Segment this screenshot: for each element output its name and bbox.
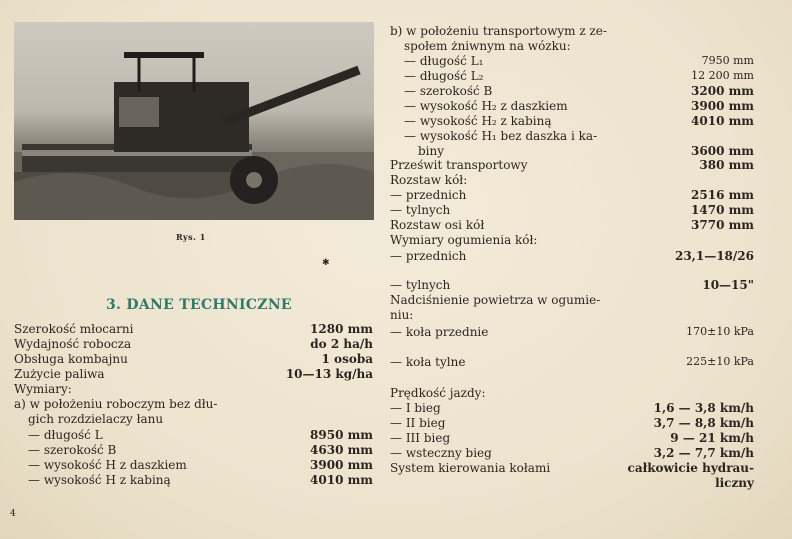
spec-value: 380 mm xyxy=(699,158,754,172)
spec-label: biny xyxy=(418,144,445,158)
spec-value: 7950 mm xyxy=(701,54,754,67)
spec-value: 3,2 — 7,7 km/h xyxy=(653,446,754,460)
spec-label: Wymiary: xyxy=(14,382,72,396)
spec-value: 1 osoba xyxy=(321,352,373,366)
spec-value: liczny xyxy=(715,476,754,490)
spec-value: 8950 mm xyxy=(310,428,373,442)
spec-label: b) w położeniu transportowym z ze- xyxy=(390,24,607,38)
figure-caption: Rys. 1 xyxy=(176,232,206,242)
spec-label: — wysokość H₁ bez daszka i ka- xyxy=(404,129,598,143)
spec-label: Zużycie paliwa xyxy=(14,367,105,381)
section-heading xyxy=(106,297,292,313)
spec-label: Obsługa kombajnu xyxy=(14,352,128,366)
spec-value: 4630 mm xyxy=(310,443,373,457)
spec-label: Wydajność robocza xyxy=(14,337,132,351)
spec-value: 3900 mm xyxy=(691,99,754,113)
spec-label: — wsteczny bieg xyxy=(390,446,492,460)
spec-value: do 2 ha/h xyxy=(310,337,373,351)
spec-value: 3200 mm xyxy=(691,84,754,98)
spec-value: 1470 mm xyxy=(691,203,754,217)
spec-label: — długość L₂ xyxy=(404,69,484,83)
spec-label: — szerokość B xyxy=(28,443,117,457)
spec-label: — wysokość H z daszkiem xyxy=(28,458,187,472)
spec-value: 1280 mm xyxy=(310,322,373,336)
spec-label: — koła przednie xyxy=(390,325,489,339)
spec-value: całkowicie hydrau- xyxy=(627,461,754,475)
spec-label: — wysokość H z kabiną xyxy=(28,473,171,487)
spec-label: a) w położeniu roboczym bez dłu- xyxy=(14,397,218,411)
spec-label: Rozstaw kół: xyxy=(390,173,468,187)
spec-label: — tylnych xyxy=(390,203,451,217)
spec-label: — tylnych xyxy=(390,278,451,292)
spec-value: 10—13 kg/ha xyxy=(285,367,373,381)
spec-value: 170±10 kPa xyxy=(686,325,754,338)
spec-label: Wymiary ogumienia kół: xyxy=(390,233,538,247)
spec-label: — III bieg xyxy=(390,431,451,445)
page-number: 4 xyxy=(10,509,16,519)
spec-label: Prędkość jazdy: xyxy=(390,386,486,400)
spec-value: 4010 mm xyxy=(310,473,373,487)
spec-value: 2516 mm xyxy=(691,188,754,202)
print-mark: ✱ xyxy=(322,258,330,268)
spec-value: 3770 mm xyxy=(691,218,754,232)
spec-label: Rozstaw osi kół xyxy=(390,218,485,232)
spec-label: — koła tylne xyxy=(390,355,466,369)
spec-label: — przednich xyxy=(390,249,467,263)
spec-value: 4010 mm xyxy=(691,114,754,128)
spec-label: — przednich xyxy=(390,188,467,202)
spec-label: Prześwit transportowy xyxy=(390,158,528,172)
spec-label: — długość L₁ xyxy=(404,54,484,68)
combine-harvester-photo xyxy=(14,22,374,220)
spec-value: 3600 mm xyxy=(691,144,754,158)
spec-value: 9 — 21 km/h xyxy=(670,431,754,445)
spec-label: społem żniwnym na wózku: xyxy=(404,39,571,53)
spec-label: System kierowania kołami xyxy=(390,461,551,475)
spec-label: — I bieg xyxy=(390,401,441,415)
spec-label: Nadciśnienie powietrza w ogumie- xyxy=(390,293,601,307)
harvester-illustration xyxy=(14,22,374,220)
spec-value: 225±10 kPa xyxy=(686,355,754,368)
spec-value: 3,7 — 8,8 km/h xyxy=(653,416,754,430)
spec-label: — długość L xyxy=(28,428,103,442)
spec-value: 12 200 mm xyxy=(691,69,754,82)
section-title: DANE TECHNICZNE xyxy=(126,297,292,313)
spec-label: — wysokość H₂ z daszkiem xyxy=(404,99,568,113)
spec-value: 23,1—18/26 xyxy=(674,249,754,263)
spec-label: — II bieg xyxy=(390,416,446,430)
spec-value: 1,6 — 3,8 km/h xyxy=(653,401,754,415)
spec-label: Szerokość młocarni xyxy=(14,322,134,336)
spec-label: — szerokość B xyxy=(404,84,493,98)
spec-value: 10—15" xyxy=(702,278,754,292)
spec-value: 3900 mm xyxy=(310,458,373,472)
section-number: 3. xyxy=(106,297,122,313)
spec-label: gich rozdzielaczy łanu xyxy=(28,412,164,426)
spec-label: niu: xyxy=(390,308,414,322)
spec-label: — wysokość H₂ z kabiną xyxy=(404,114,552,128)
